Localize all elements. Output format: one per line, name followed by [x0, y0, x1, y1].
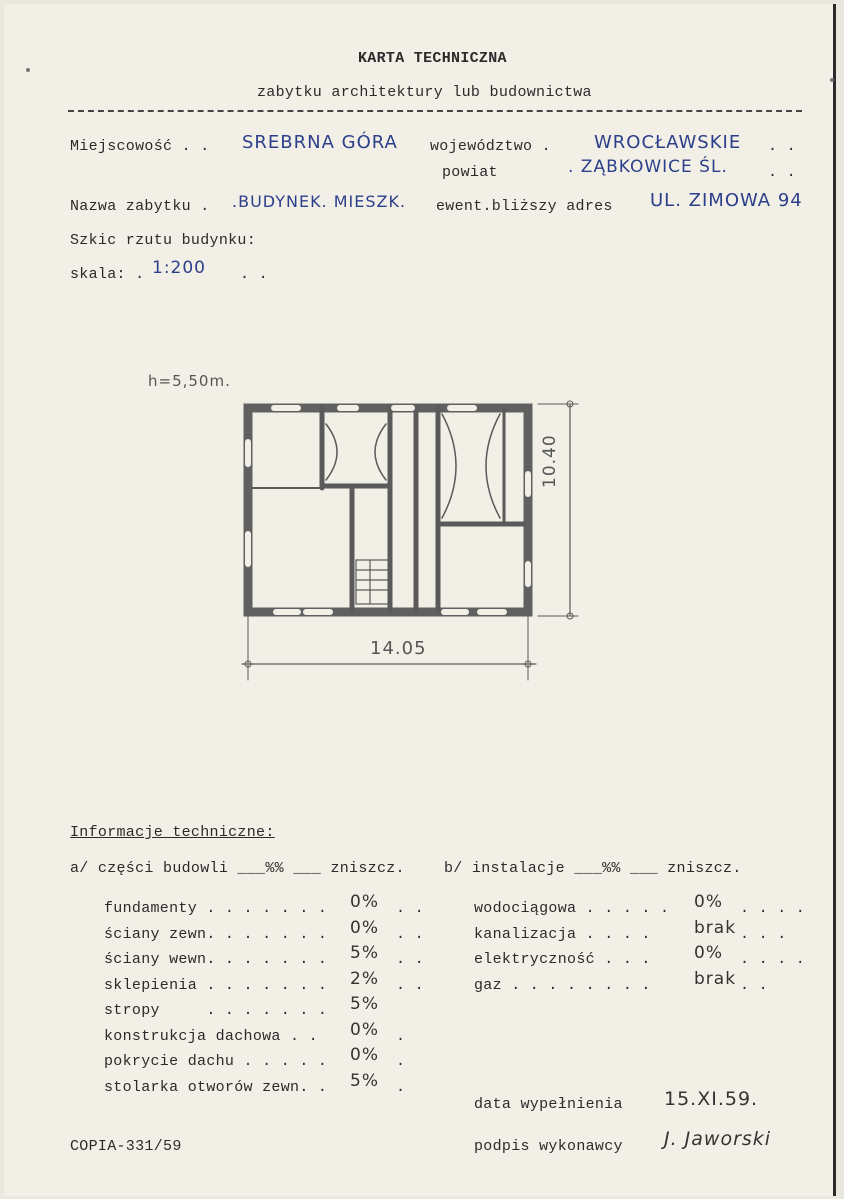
item-value: 0% [694, 892, 723, 912]
skala-label: skala: . [70, 266, 145, 283]
installations-header: b/ instalacje ___%% ___ zniszcz. [444, 860, 742, 877]
signature-label: podpis wykonawcy [474, 1138, 623, 1155]
technical-heading: Informacje techniczne: [70, 824, 275, 841]
item-value: 5% [350, 943, 379, 963]
item-label: ściany zewn. . . . . . . [104, 925, 328, 943]
skala-value: 1:200 [152, 258, 206, 278]
powiat-label: powiat [442, 164, 498, 181]
card-title: KARTA TECHNICZNA [358, 50, 507, 67]
item-label: stolarka otworów zewn. . [104, 1078, 328, 1096]
item-label: gaz . . . . . . . . [474, 976, 651, 994]
item-label: konstrukcja dachowa . . [104, 1027, 318, 1045]
item-label: stropy . . . . . . . [104, 1002, 328, 1019]
item-dots: . [396, 1027, 406, 1045]
item-label: ściany wewn. . . . . . . [104, 951, 328, 968]
item-value: brak [694, 968, 737, 989]
miejscowosc-value: SREBRNA GÓRA [242, 132, 398, 153]
miejscowosc-label: Miejscowość . . [70, 138, 210, 155]
skala-dots: . . [240, 266, 268, 283]
adres-value: UL. ZIMOWA 94 [650, 190, 803, 211]
item-value: 2% [350, 968, 379, 989]
wojewodztwo-dots: . . [768, 138, 796, 155]
powiat-dots: . . [768, 164, 796, 181]
item-value: 0% [350, 1045, 379, 1065]
date-value: 15.XI.59. [664, 1088, 759, 1110]
card-subtitle: zabytku architektury lub budownictwa [257, 84, 592, 101]
powiat-value: . ZĄBKOWICE ŚL. [568, 157, 728, 177]
item-dots: . . . . [740, 900, 806, 917]
signature: J. Jaworski [664, 1128, 772, 1150]
item-dots: . [396, 1053, 406, 1070]
stairs [356, 560, 390, 604]
vault-arc [442, 414, 456, 518]
item-dots: . [396, 1078, 406, 1096]
nazwa-label: Nazwa zabytku . [70, 198, 210, 215]
item-value: 0% [350, 917, 379, 938]
item-dots: . . . . [740, 951, 806, 968]
dim-horizontal: 14.05 [370, 638, 427, 659]
punch-mark [830, 78, 834, 82]
item-value: 0% [350, 892, 379, 912]
item-label: sklepienia . . . . . . . [104, 976, 328, 994]
item-label: wodociągowa . . . . . [474, 900, 670, 917]
vault-arc [375, 424, 386, 480]
item-label: pokrycie dachu . . . . . [104, 1053, 328, 1070]
height-note: h=5,50m. [148, 372, 231, 390]
item-dots: . . [740, 976, 768, 994]
item-dots: . . [396, 925, 424, 943]
technical-card-page [4, 4, 836, 1196]
vault-arc [486, 414, 500, 518]
szkic-label: Szkic rzutu budynku: [70, 232, 257, 249]
date-label: data wypełnienia [474, 1096, 623, 1113]
nazwa-value: .BUDYNEK. MIESZK. [232, 192, 407, 211]
item-value: 0% [694, 943, 723, 963]
item-value: 5% [350, 1070, 379, 1091]
parts-header: a/ części budowli ___%% ___ zniszcz. [70, 860, 405, 877]
item-dots: . . [396, 900, 424, 917]
item-label: kanalizacja . . . . [474, 925, 651, 943]
item-dots: . . [396, 951, 424, 968]
item-dots: . . . [740, 925, 787, 943]
vault-arc [326, 424, 337, 480]
item-label: fundamenty . . . . . . . [104, 900, 328, 917]
punch-mark [26, 68, 30, 72]
document-code: COPIA-331/59 [70, 1138, 182, 1155]
item-value: brak [694, 917, 737, 938]
item-value: 5% [350, 994, 379, 1014]
wojewodztwo-value: WROCŁAWSKIE [594, 132, 742, 153]
adres-label: ewent.bliższy adres [436, 198, 613, 215]
item-label: elektryczność . . . [474, 951, 651, 968]
item-value: 0% [350, 1019, 379, 1040]
floor-plan-sketch [4, 4, 836, 704]
wojewodztwo-label: województwo . [430, 138, 551, 155]
dim-vertical: 10.40 [540, 434, 560, 488]
item-dots: . . [396, 976, 424, 994]
